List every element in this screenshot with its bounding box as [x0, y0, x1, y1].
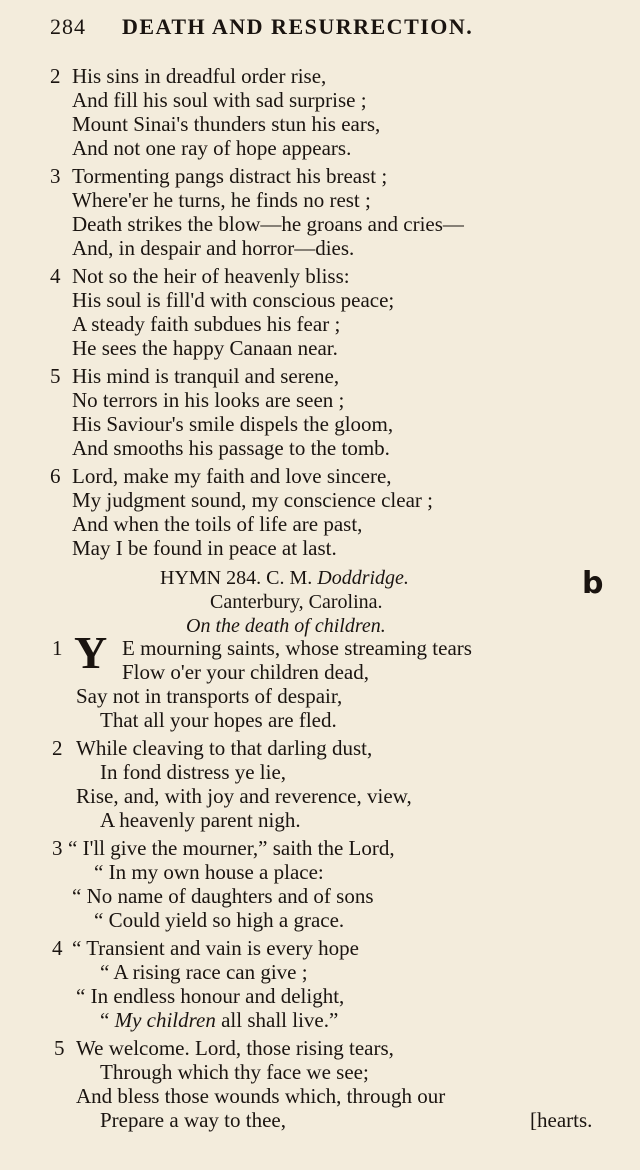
verse-line: His Saviour's smile dispels the gloom,: [72, 412, 394, 436]
verse-line: And not one ray of hope appears.: [72, 136, 352, 160]
verse-line: His sins in dreadful order rise,: [72, 64, 327, 88]
page-header: [50, 14, 473, 40]
verse-line: That all your hopes are fled.: [100, 708, 337, 732]
verse-line: And smooths his passage to the tomb.: [72, 436, 390, 460]
stanza-number: 3: [52, 836, 63, 860]
running-title: DEATH AND RESURRECTION.: [122, 14, 474, 39]
verse-line: And, in despair and horror—dies.: [72, 236, 355, 260]
margin-mark: b: [582, 566, 604, 601]
line-ending: all shall live.”: [215, 1008, 339, 1032]
verse-line: “ Could yield so high a grace.: [94, 908, 345, 932]
verse-line: My judgment sound, my conscience clear ;: [72, 488, 433, 512]
verse-line: And bless those wounds which, through our: [76, 1084, 446, 1108]
stanza-number: 4: [50, 264, 61, 288]
verse-line: E mourning saints, whose streaming tears: [122, 636, 472, 660]
stanza-number: 6: [50, 464, 61, 488]
italic-phrase: My children: [114, 1008, 216, 1032]
page-number: 284: [50, 14, 86, 39]
turnover-word: [hearts.: [530, 1108, 593, 1132]
hymn-subject: On the death of children.: [186, 615, 386, 637]
verse-line: A heavenly parent nigh.: [100, 808, 301, 832]
hymn-author: Doddridge.: [317, 567, 409, 589]
stanza-number: 4: [52, 936, 63, 960]
stanza-number: 2: [52, 736, 63, 760]
verse-line: In fond distress ye lie,: [100, 760, 287, 784]
tune-names: Canterbury, Carolina.: [210, 591, 383, 613]
verse-line: Where'er he turns, he finds no rest ;: [72, 188, 371, 212]
stanza-number: 5: [50, 364, 61, 388]
verse-line: While cleaving to that darling dust,: [76, 736, 373, 760]
verse-line: Death strikes the blow—he groans and cries—: [72, 212, 464, 236]
stanza-number: 2: [50, 64, 61, 88]
verse-line: Not so the heir of heavenly bliss:: [72, 264, 350, 288]
verse-line: “ I'll give the mourner,” saith the Lord,: [68, 836, 395, 860]
verse-line: “ No name of daughters and of sons: [72, 884, 374, 908]
drop-cap: Y: [74, 627, 108, 678]
verse-line: “ In endless honour and delight,: [76, 984, 345, 1008]
stanza-number: 3: [50, 164, 61, 188]
hymn-heading: [160, 566, 409, 590]
verse-line: May I be found in peace at last.: [72, 536, 337, 560]
hymn-number-meter: HYMN 284. C. M.: [160, 567, 313, 589]
verse-line: Prepare a way to thee,: [100, 1108, 286, 1132]
verse-line: No terrors in his looks are seen ;: [72, 388, 345, 412]
verse-line: Through which thy face we see;: [100, 1060, 369, 1084]
verse-line: “ A rising race can give ;: [100, 960, 308, 984]
verse-line: Tormenting pangs distract his breast ;: [72, 164, 388, 188]
verse-line: He sees the happy Canaan near.: [72, 336, 338, 360]
verse-line: Rise, and, with joy and reverence, view,: [76, 784, 412, 808]
verse-line: “ In my own house a place:: [94, 860, 324, 884]
verse-line: “ Transient and vain is every hope: [72, 936, 359, 960]
verse-line: Mount Sinai's thunders stun his ears,: [72, 112, 381, 136]
verse-line: His mind is tranquil and serene,: [72, 364, 340, 388]
verse-line: [100, 1008, 338, 1032]
quote-mark: “: [100, 1008, 110, 1032]
verse-line: His soul is fill'd with conscious peace;: [72, 288, 395, 312]
verse-line: We welcome. Lord, those rising tears,: [76, 1036, 394, 1060]
verse-line: Flow o'er your children dead,: [122, 660, 369, 684]
verse-line: Say not in transports of despair,: [76, 684, 343, 708]
verse-line: And fill his soul with sad surprise ;: [72, 88, 367, 112]
verse-line: A steady faith subdues his fear ;: [72, 312, 341, 336]
stanza-number: 5: [54, 1036, 65, 1060]
verse-line: Lord, make my faith and love sincere,: [72, 464, 392, 488]
verse-line: And when the toils of life are past,: [72, 512, 363, 536]
stanza-number: 1: [52, 636, 63, 660]
